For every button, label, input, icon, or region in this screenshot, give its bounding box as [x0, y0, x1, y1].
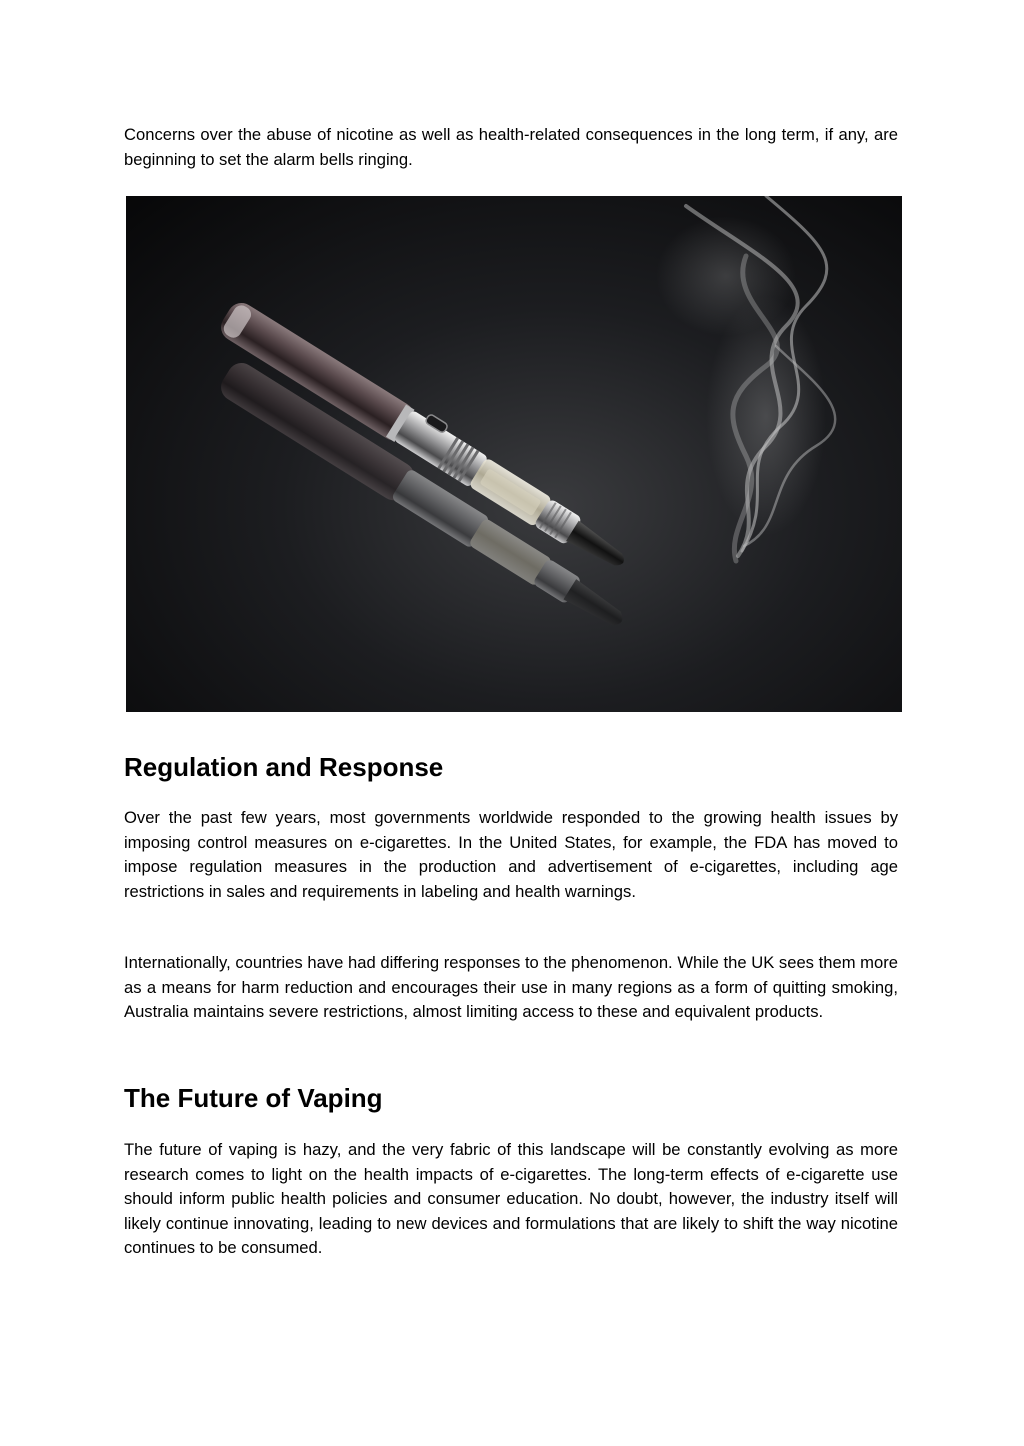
e-cigarette-illustration	[126, 196, 902, 712]
future-heading: The Future of Vaping	[124, 1083, 383, 1113]
regulation-heading: Regulation and Response	[124, 752, 444, 782]
future-paragraph-1: The future of vaping is hazy, and the very fabric of this landscape will be constantly evolving as more research comes to light on the health impacts of e-cigarettes. The long-term effects of e-cigarette use should inform public health policies and consumer education. No doubt, however, the industry itself will likely continue innovating, leading to new devices and formulations that are likely to shift the way nicotine continues to be consumed.	[124, 1140, 898, 1258]
regulation-paragraph-1: Over the past few years, most governments worldwide responded to the growing health issues by imposing control measures on e-cigarettes. In the United States, for example, the FDA has moved to impose regulation measures in the production and advertisement of e-cigarettes, including age restrictions in sales and requirements in labeling and health warnings.	[124, 808, 898, 901]
intro-paragraph: Concerns over the abuse of nicotine as well as health-related consequences in the long term, if any, are beginning to set the alarm bells ringing.	[124, 125, 898, 169]
e-cigarette-photo	[126, 196, 902, 712]
regulation-paragraph-2: Internationally, countries have had differing responses to the phenomenon. While the UK sees them more as a means for harm reduction and encourages their use in many regions as a form of quitting smoking, Australia maintains severe restrictions, almost limiting access to these and equivalent products.	[124, 953, 898, 1022]
